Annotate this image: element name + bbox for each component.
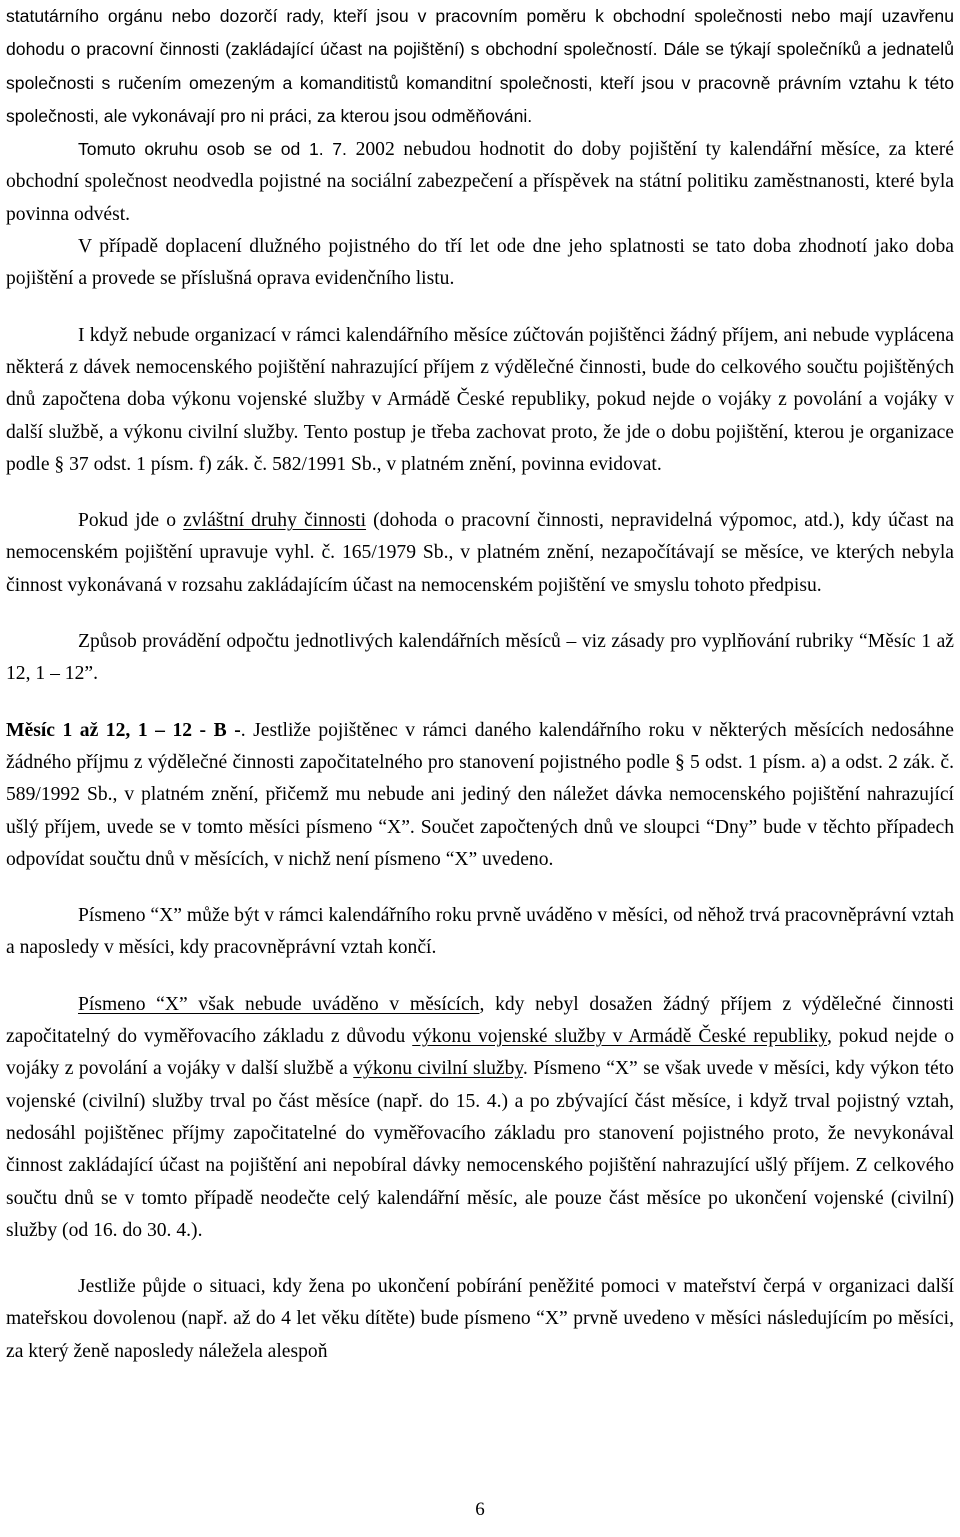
paragraph-special-activities	[6, 505, 954, 602]
text-maternity: Jestliže půjde o situaci, kdy žena po ukončení pobírání peněžité pomoci v mateřství čerpá v organizaci další mateřskou dovolenou (např. až do 4 let věku dítěte) bude písmeno “X” prvně uvedeno v měsíci následujícím po měsíci, za který ženě naposledy náležela alespoň	[6, 1276, 954, 1362]
paragraph-month-b	[6, 715, 954, 876]
page-number: 6	[475, 1499, 485, 1520]
text-x-reason: , kdy nebyl dosažen žádný příjem z výdělečné činnosti započitatelný do vyměřovacího základu z důvodu	[6, 993, 954, 1048]
text-circle-date: Tomuto okruhu osob se od 1. 7.	[78, 139, 347, 160]
paragraph-repayment	[6, 231, 954, 296]
text-letter-x: Písmeno “X” může být v rámci kalendářního roku prvně uváděno v měsíci, od něhož trvá pracovněprávní vztah a naposledy v měsíci, kdy pracovněprávní vztah končí.	[6, 905, 954, 959]
text-military-czech-army: výkonu vojenské služby v Armádě České republiky	[412, 1026, 828, 1048]
text-partners: Dále se týkají společníků a jednatelů společnosti s ručením omezeným a komanditistů komanditní společnosti, kteří jsou v pracovně právním vztahu k této společnosti, ale vykonávají pro ni práci, za kterou jsou odměňováni.	[6, 39, 954, 126]
heading-month-b: Měsíc 1 až 12, 1 – 12 - B -	[6, 719, 241, 741]
paragraph-letter-x	[6, 900, 954, 965]
text-month-b: . Jestliže pojištěnec v rámci daného kalendářního roku v některých měsících nedosáhne žádného příjmu z výdělečné činnosti započitatelného pro stanovení pojistného podle § 5 odst. 1 písm. a) a odst. 2 zák. č. 589/1992 Sb., v platném znění, přičemž mu nebude ani jediný den náležet dávka nemocenského pojištění nahrazující ušlý příjem, uvede se v tomto měsíci písmeno “X”. Součet započtených dnů ve sloupci “Dny” bude v těchto případech odpovídat součtu dnů v měsících, v nichž není písmeno “X” uvedeno.	[6, 719, 954, 870]
text-special-rest: (dohoda o pracovní činnosti, nepravidelná výpomoc, atd.), kdy účast na nemocenském pojištění upravuje vyhl. č. 165/1979 Sb., v platném znění, nezapočítávají se měsíce, ve kterých nebyla činnost vykonávaná v rozsahu zakládajícím účast na nemocenském pojištění ve smyslu tohoto předpisu.	[6, 510, 954, 596]
paragraph-x-not-used	[6, 989, 954, 1247]
paragraph-unpaid-premium	[6, 133, 954, 231]
text-special-activities: zvláštní druhy činnosti	[183, 510, 367, 532]
text-civil-service: výkonu civilní služby	[353, 1058, 523, 1080]
text-military-service: I když nebude organizací v rámci kalendářního měsíce zúčtován pojištěnci žádný příjem, ani nebude vyplácena některá z dávek nemocenského pojištění nahrazující příjem z výdělečné činnosti, bude do celkového součtu pojištěných dnů započtena doba výkonu vojenské služby v Armádě České republiky, pokud nejde o vojáky z povolání a vojáky v další službě, a výkonu civilní služby. Tento postup je třeba zachovat proto, že jde o dobu pojištění, kterou je organizace podle § 37 odst. 1 písm. f) zák. č. 582/1991 Sb., v platném znění, povinna evidovat.	[6, 324, 954, 475]
text-x-not-used: Písmeno “X” však nebude uváděno v měsících	[78, 993, 480, 1015]
text-statutory: statutárního orgánu nebo dozorčí rady, kteří jsou v pracovním poměru k obchodní společnosti nebo mají uzavřenu dohodu o pracovní činnosti (zakládající účast na pojištění) s obchodní společností.	[6, 6, 954, 60]
text-repayment: V případě doplacení dlužného pojistného do tří let ode dne jeho splatnosti se tato doba zhodnotí jako doba pojištění a provede se příslušná oprava evidenčního listu.	[6, 236, 954, 290]
text-special-intro: Pokud jde o	[78, 510, 177, 532]
paragraph-deduction-method	[6, 626, 954, 691]
paragraph-statutory	[6, 0, 954, 133]
text-x-not-professional: , pokud nejde o vojáky z povolání a vojáky v další službě a	[6, 1026, 954, 1080]
text-unpaid-premium: 2002 nebudou hodnotit do doby pojištění ty kalendářní měsíce, za které obchodní společnost neodvedla pojistné na sociální zabezpečení a příspěvek na státní politiku zaměstnanosti, které byla povinna odvést.	[6, 139, 954, 225]
paragraph-military-service	[6, 320, 954, 481]
paragraph-maternity	[6, 1271, 954, 1368]
text-deduction-method: Způsob provádění odpočtu jednotlivých kalendářních měsíců – viz zásady pro vyplňování rubriky “Měsíc 1 až 12, 1 – 12”.	[6, 631, 954, 685]
text-x-partial-month: . Písmeno “X” se však uvede v měsíci, kdy výkon této vojenské (civilní) služby trval po část měsíce (např. do 15. 4.) a po zbývající část měsíce, i když trval pojistný vztah, nedosáhl pojištěnec příjmy započitatelné do vyměřovacího základu pro stanovení pojistného proto, že nevykonával činnost zakládající účast na pojištění ani nepobíral dávky nemocenského pojištění nahrazující ušlý příjem. Z celkového součtu dnů se v tomto případě neodečte celý kalendářní měsíc, ale pouze část měsíce po ukončení vojenské (civilní) služby (od 16. do 30. 4.).	[6, 1058, 954, 1241]
